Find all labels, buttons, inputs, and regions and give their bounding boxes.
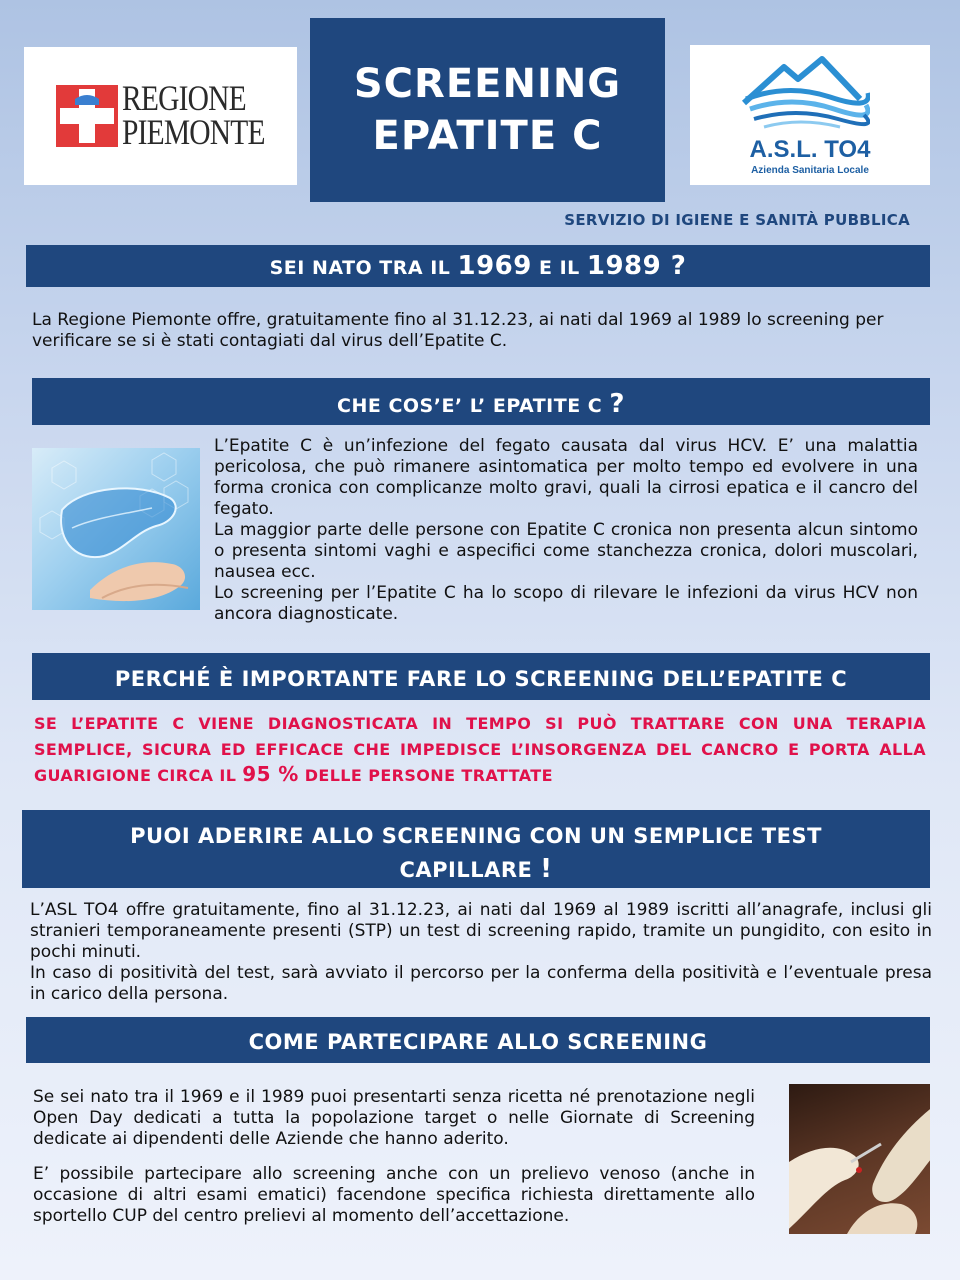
why-body-part2: DELLE PERSONE TRATTATE: [298, 766, 553, 785]
liver-hand-image: [32, 448, 200, 610]
test-title-line2: CAPILLARE: [399, 858, 541, 882]
service-label: SERVIZIO DI IGIENE E SANITÀ PUBBLICA: [564, 211, 910, 229]
how-section-title: COME PARTECIPARE ALLO SCREENING: [26, 1017, 930, 1063]
asl-logo-subtitle: Azienda Sanitaria Locale: [751, 165, 869, 176]
what-title-mark: ?: [609, 389, 625, 419]
why-body-part1: SE L’EPATITE C VIENE DIAGNOSTICATA IN TEMPO SI PUÒ TRATTARE CON UNA TERAPIA SEMPLICE, SICURA ED EFFICACE CHE IMPEDISCE L’INSORGENZA DEL CANCRO E PORTA ALLA GUARIGIONE CIRCA IL: [34, 714, 926, 785]
gloved-hands-icon: [789, 1084, 930, 1234]
born-title-part3: ?: [661, 251, 687, 281]
test-paragraph-2: In caso di positività del test, sarà avviato il percorso per la conferma della positività e l’eventuale presa in carico della persona.: [30, 963, 932, 1004]
regione-piemonte-logo: [24, 47, 297, 185]
page-title: [310, 18, 665, 202]
page-title-line1: SCREENING: [353, 61, 622, 107]
born-year-1969: 1969: [457, 251, 532, 281]
what-paragraph-2: La maggior parte delle persone con Epatite C cronica non presenta alcun sintomo o presenta sintomi vaghi e aspecifici come stanchezza cronica, dolori muscolari, nausea ecc.: [214, 520, 918, 582]
mountain-wave-icon: [740, 53, 870, 131]
test-title-line1: PUOI ADERIRE ALLO SCREENING CON UN SEMPLICE TEST: [130, 824, 822, 848]
how-paragraph-2: E’ possibile partecipare allo screening anche con un prelievo venoso (anche in occasione di altri esami ematici) facendone specifica richiesta direttamente allo sportello CUP del centro prelievi al momento dell’accettazione.: [33, 1164, 755, 1226]
regione-cross-icon: [56, 85, 118, 147]
regione-logo-line2: PIEMONTE: [122, 112, 265, 152]
test-body: [30, 900, 932, 1005]
finger-prick-photo: [789, 1084, 930, 1234]
what-section-title: [32, 378, 930, 425]
how-paragraph-1: Se sei nato tra il 1969 e il 1989 puoi presentarti senza ricetta né prenotazione negli Open Day dedicati a tutta la popolazione target o nelle Giornate di Screening dedicate ai dipendenti delle Aziende che hanno aderito.: [33, 1087, 755, 1149]
test-section-title: [22, 810, 930, 888]
how-body: [33, 1087, 755, 1227]
asl-logo-name: A.S.L. TO4: [749, 136, 871, 163]
regione-logo-line1: REGIONE: [122, 78, 246, 118]
born-year-1989: 1989: [586, 251, 662, 281]
test-paragraph-1: L’ASL TO4 offre gratuitamente, fino al 31.12.23, ai nati dal 1969 al 1989 iscritti all’anagrafe, inclusi gli stranieri temporaneamente presenti (STP) un test di screening rapido, tramite un pungidito, con esito in pochi minuti.: [30, 900, 932, 962]
what-paragraph-3: Lo screening per l’Epatite C ha lo scopo di rilevare le infezioni da virus HCV non ancora diagnosticate.: [214, 583, 918, 624]
why-percent: 95 %: [242, 762, 299, 786]
liver-icon: [32, 448, 200, 610]
why-section-title: PERCHÉ È IMPORTANTE FARE LO SCREENING DELL’EPATITE C: [32, 653, 930, 700]
what-paragraph-1: L’Epatite C è un’infezione del fegato causata dal virus HCV. E’ una malattia pericolosa, che può rimanere asintomatica per molto tempo ed evolvere in una forma cronica con complicanze molto gravi, quali la cirrosi epatica e il cancro del fegato.: [214, 436, 918, 519]
born-title-part2: E IL: [531, 257, 587, 279]
born-section-title: [26, 245, 930, 287]
asl-to4-logo: [690, 45, 930, 185]
born-title-part1: SEI NATO TRA IL: [269, 257, 458, 279]
born-body: La Regione Piemonte offre, gratuitamente fino al 31.12.23, ai nati dal 1969 al 1989 lo screening per verificare se si è stati contagiati dal virus dell’Epatite C.: [32, 310, 884, 351]
page-title-line2: EPATITE C: [372, 113, 603, 159]
test-title-mark: !: [540, 854, 553, 884]
what-body: [214, 436, 918, 625]
why-body: [34, 711, 926, 789]
what-title-text: CHE COS’E’ L’ EPATITE C: [337, 395, 610, 417]
